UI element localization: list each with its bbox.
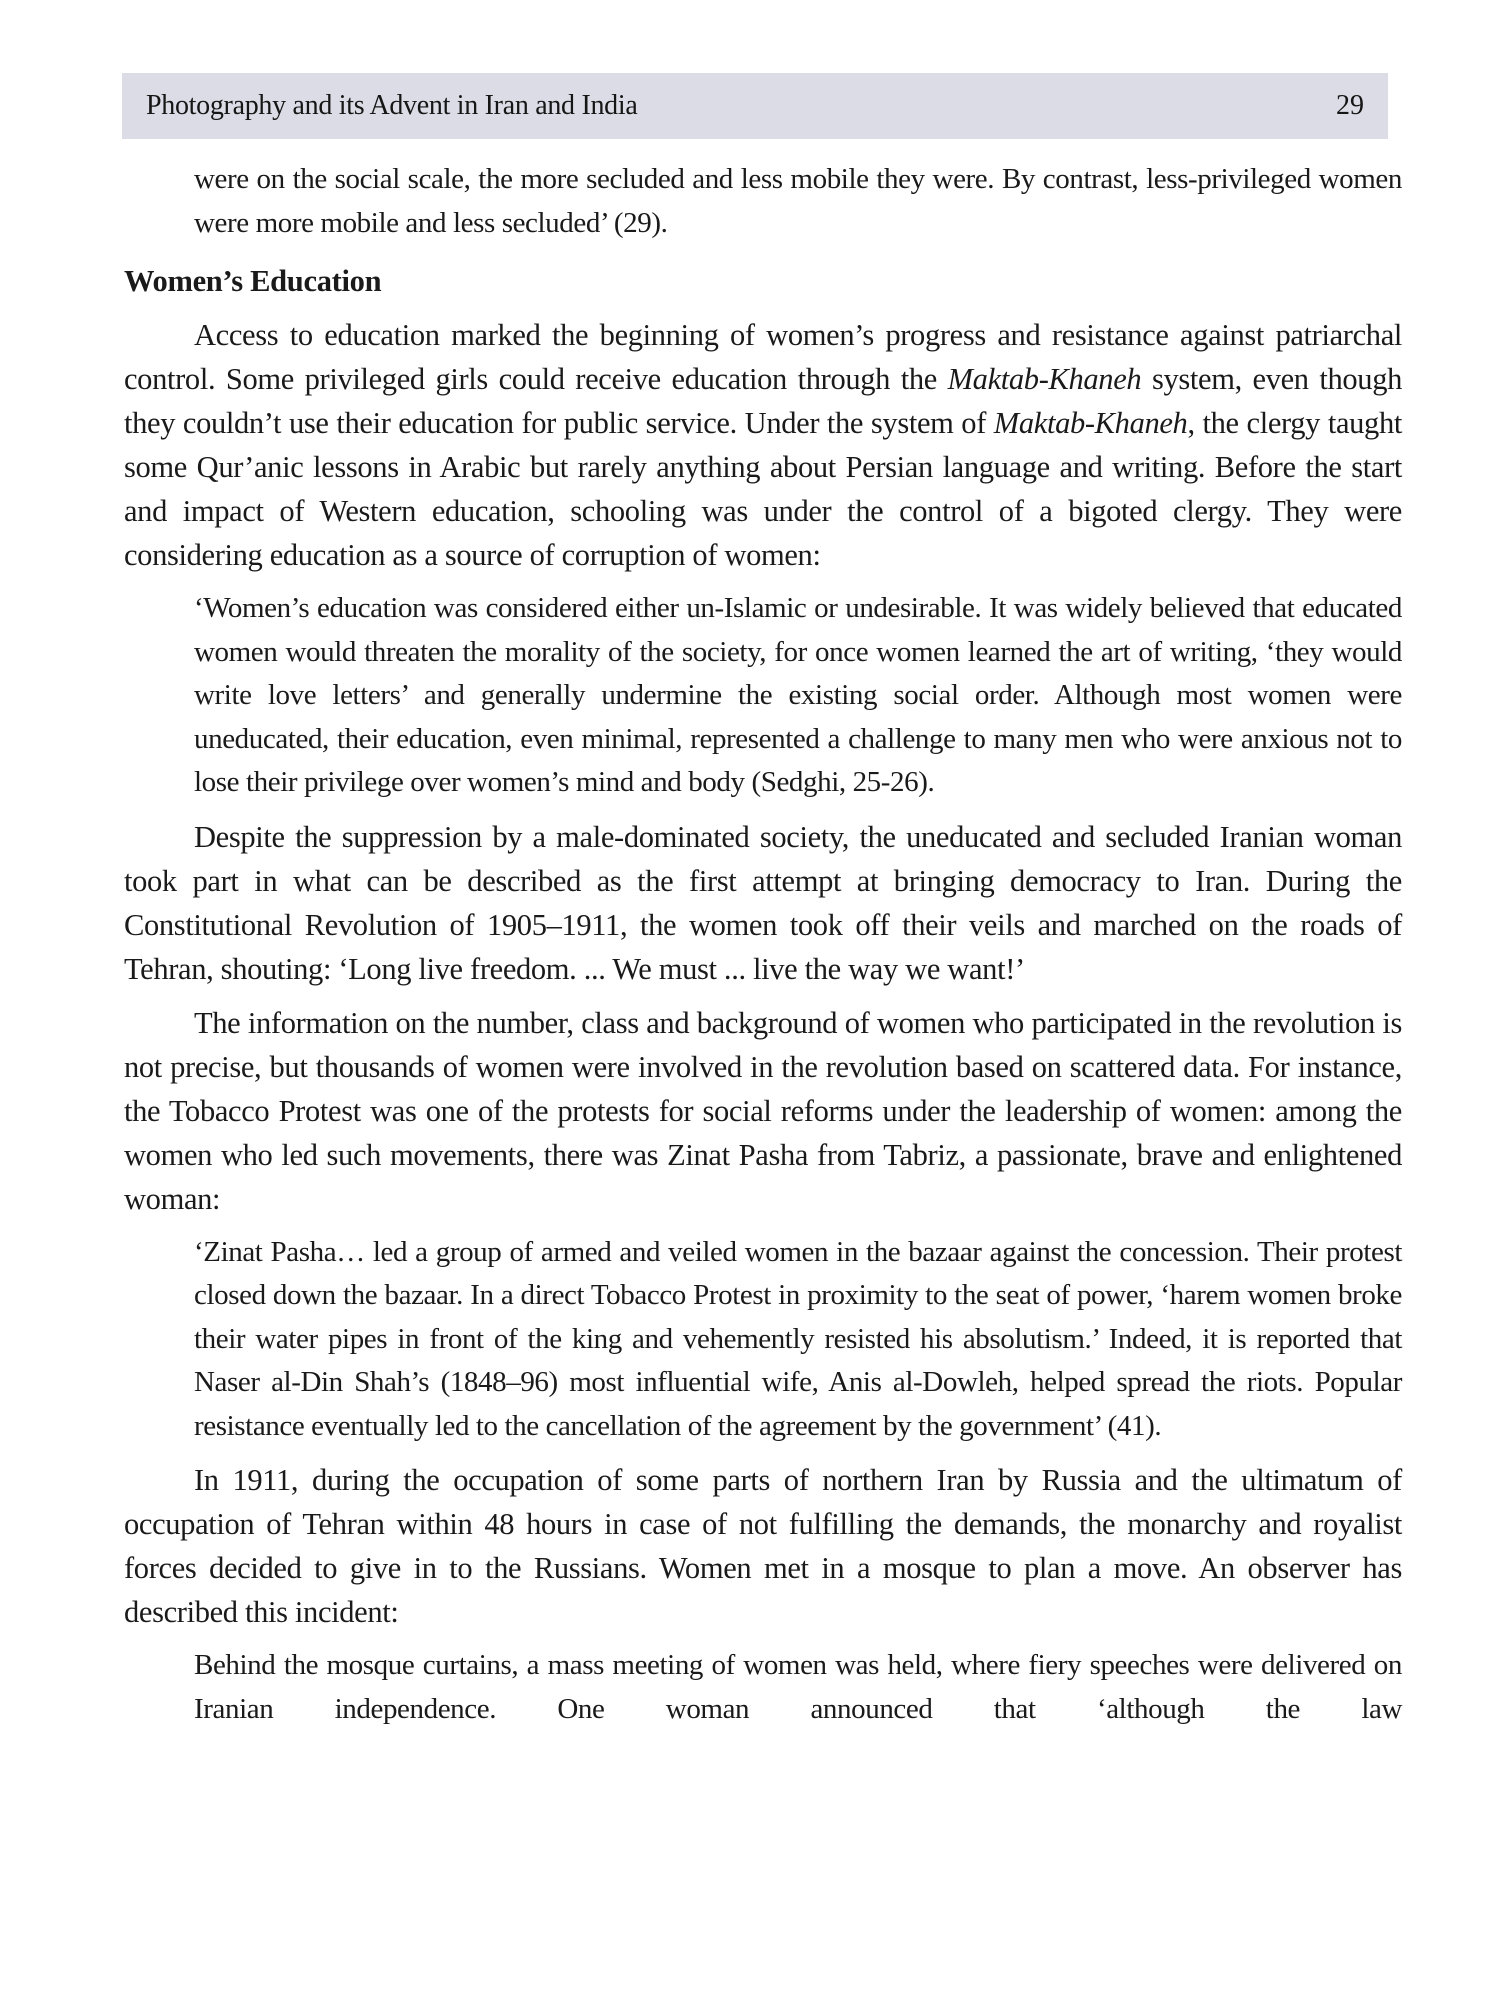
text-run: , the clergy taught some Qur’anic lessons in Arabic but rarely anything about Persian language and writing. Before the start and impact of Western education, schooling was under the control of a bigoted clergy. They were considering education as a source of corruption of women: xyxy=(124,406,1402,572)
running-head-title: Photography and its Advent in Iran and India xyxy=(146,90,638,121)
continued-block-quote: were on the social scale, the more secluded and less mobile they were. By contrast, less-privileged women were more mobile and less secluded’ (29). xyxy=(194,163,1402,239)
page-number: 29 xyxy=(1336,90,1364,121)
paragraph-education xyxy=(124,313,1402,577)
block-quote-mosque-meeting: Behind the mosque curtains, a mass meeting of women was held, where fiery speeches were delivered on Iranian independence. One woman announced that ‘although the law xyxy=(194,1649,1402,1725)
text-run: system, even though they couldn’t use their education for public service. Under the system of xyxy=(124,362,1402,440)
running-head xyxy=(122,73,1388,139)
paragraph-1911-occupation: In 1911, during the occupation of some parts of northern Iran by Russia and the ultimatum of occupation of Tehran within 48 hours in case of not fulfilling the demands, the monarchy and royalist forces decided to give in to the Russians. Women met in a mosque to plan a move. An observer has described this incident: xyxy=(124,1463,1402,1629)
block-quote-sedghi: ‘Women’s education was considered either un-Islamic or undesirable. It was widely believed that educated women would threaten the morality of the society, for once women learned the art of writing, ‘they would write love letters’ and generally undermine the existing social order. Although most women were uneducated, their education, even minimal, represented a challenge to many men who were anxious not to lose their privilege over women’s mind and body (Sedghi, 25-26). xyxy=(194,592,1402,798)
text-run: Access to education marked the beginning of women’s progress and resistance against patriarchal control. Some privileged girls could receive education through the xyxy=(124,318,1402,396)
block-quote-zinat-pasha: ‘Zinat Pasha… led a group of armed and veiled women in the bazaar against the concession. Their protest closed down the bazaar. In a direct Tobacco Protest in proximity to the seat of power, ‘harem women broke their water pipes in front of the king and vehemently resisted his absolutism.’ Indeed, it is reported that Naser al-Din Shah’s (1848–96) most influential wife, Anis al-Dowleh, helped spread the riots. Popular resistance eventually led to the cancellation of the agreement by the government’ (41). xyxy=(194,1235,1402,1442)
italic-term: Maktab-Khaneh xyxy=(947,362,1142,396)
section-heading: Women’s Education xyxy=(124,264,382,298)
page-body xyxy=(124,158,1402,1731)
paragraph-tobacco-protest: The information on the number, class and background of women who participated in the revolution is not precise, but thousands of women were involved in the revolution based on scattered data. For instance, the Tobacco Protest was one of the protests for social reforms under the leadership of women: among the women who led such movements, there was Zinat Pasha from Tabriz, a passionate, brave and enlightened woman: xyxy=(124,1005,1402,1216)
paragraph-constitutional-revolution: Despite the suppression by a male-dominated society, the uneducated and secluded Iranian woman took part in what can be described as the first attempt at bringing democracy to Iran. During the Constitutional Revolution of 1905–1911, the women took off their veils and marched on the roads of Tehran, shouting: ‘Long live freedom. ... We must ... live the way we want!’ xyxy=(124,819,1402,986)
italic-term: Maktab-Khaneh xyxy=(993,406,1188,440)
